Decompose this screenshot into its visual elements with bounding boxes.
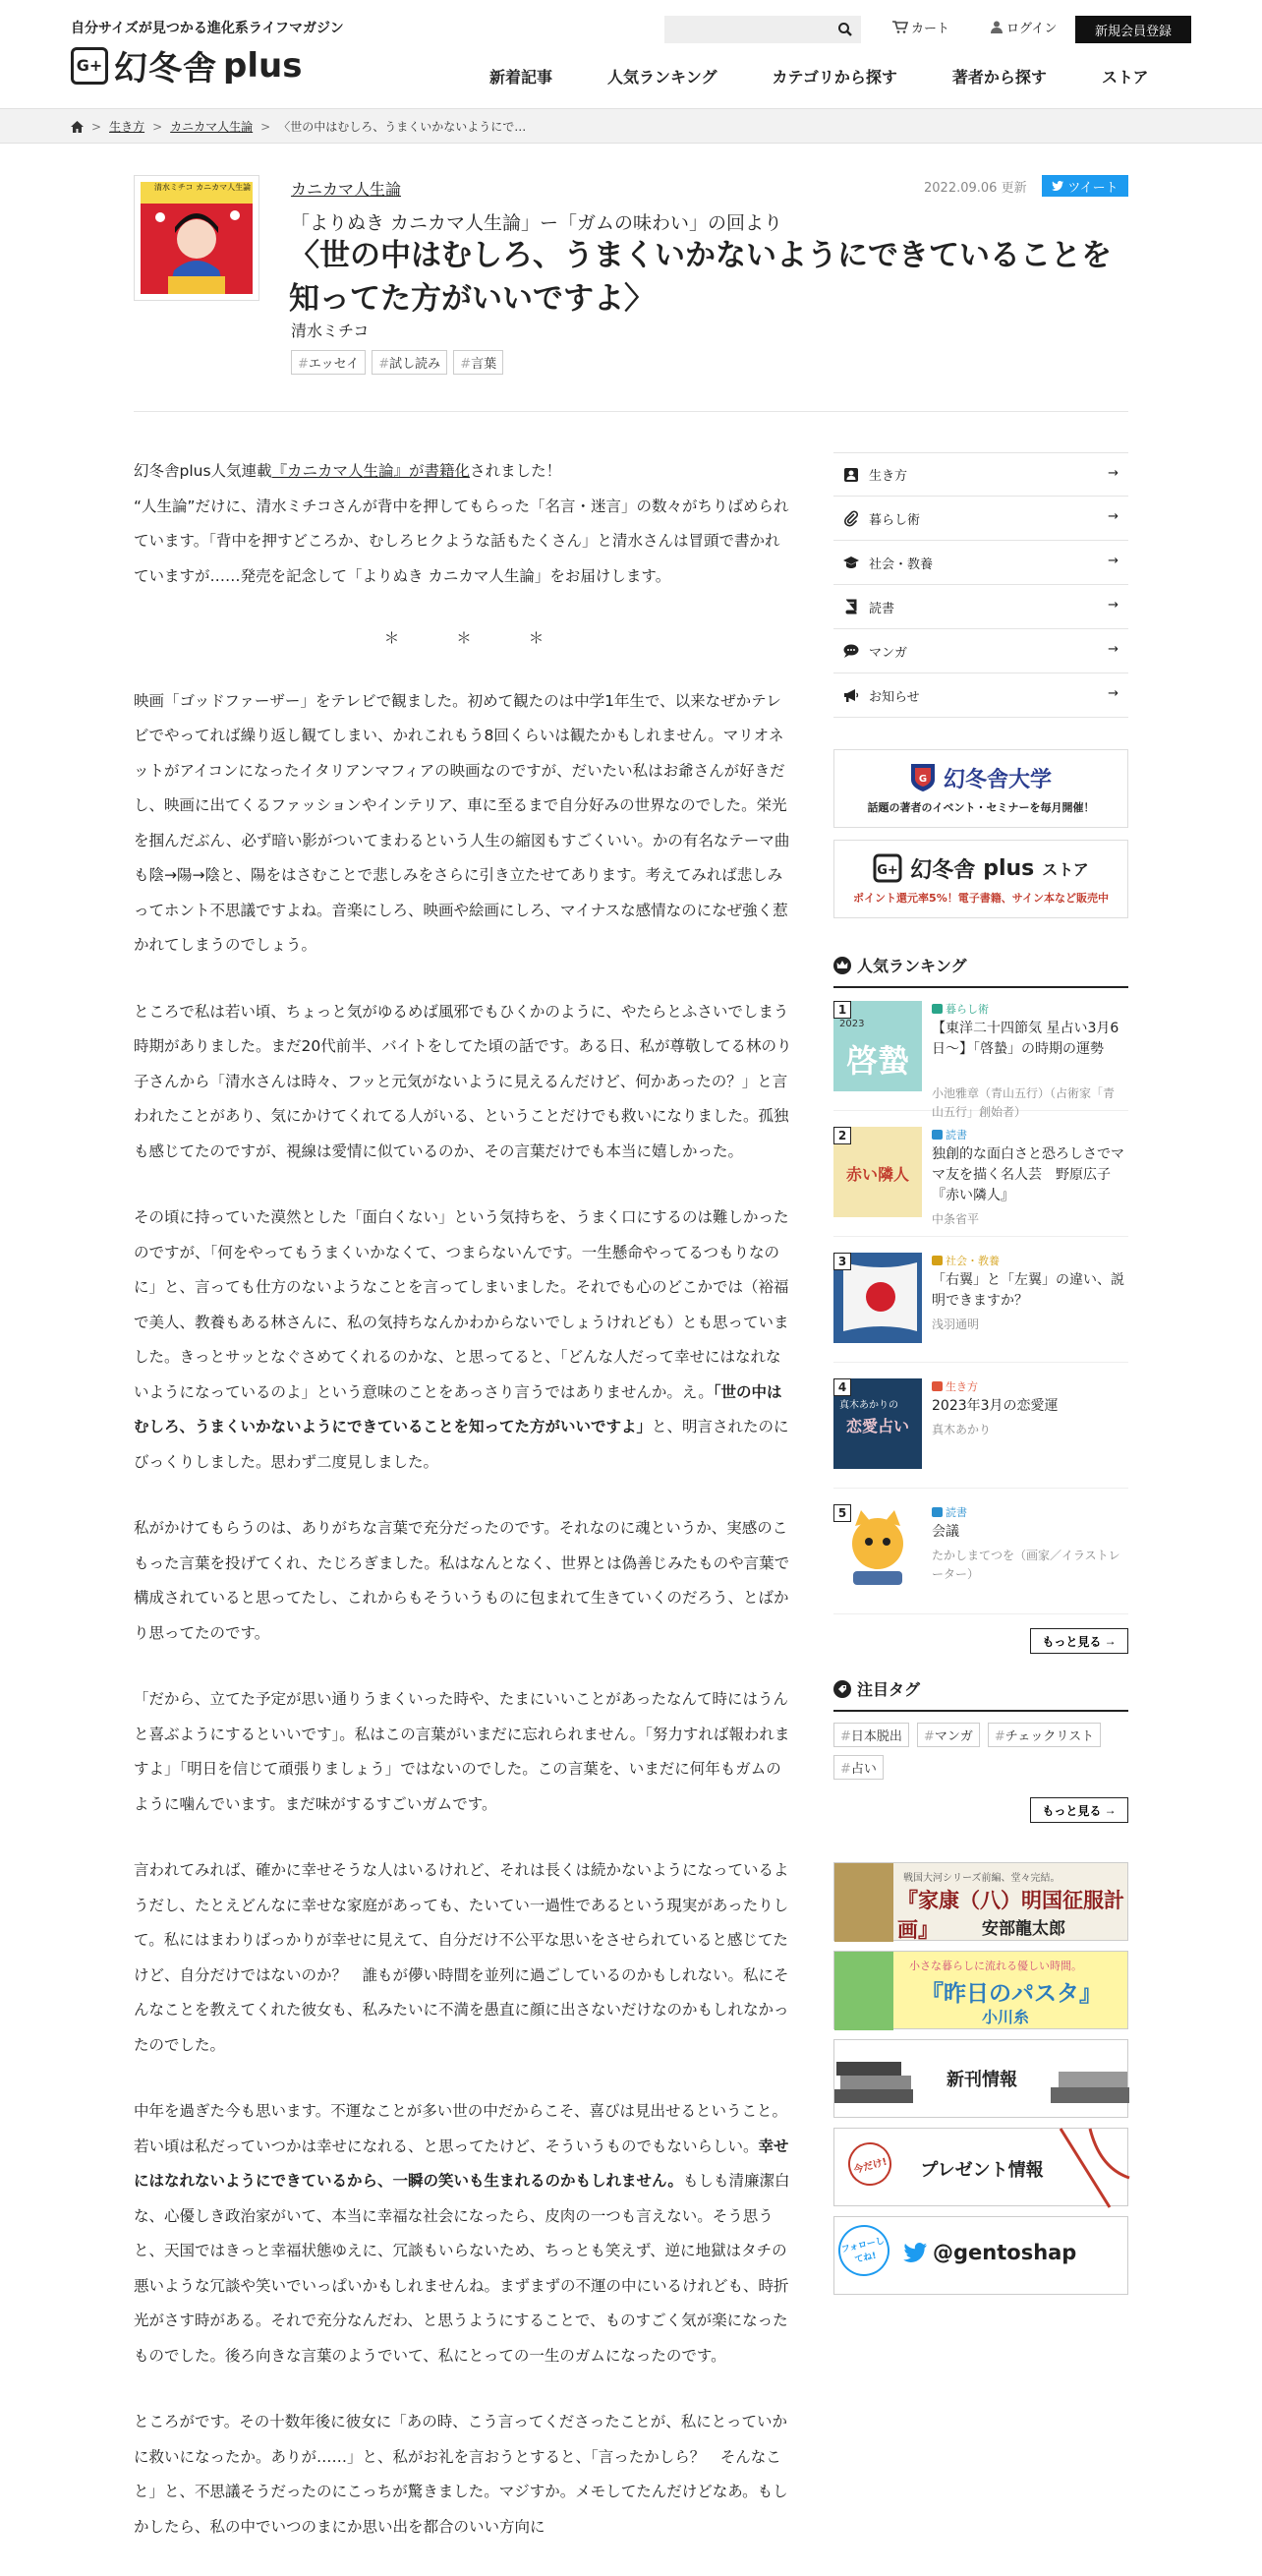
section-break: ＊＊＊ xyxy=(383,629,602,647)
nav-authors[interactable]: 著者から探す xyxy=(951,68,1047,87)
promo-twitter-follow[interactable] xyxy=(833,2216,1128,2295)
banner-store-subtitle: ポイント還元率5%！電子書籍、サイン本など販売中 xyxy=(853,891,1109,905)
category-icon xyxy=(932,1381,943,1391)
promo-badge: フォローしてね! xyxy=(833,2220,894,2281)
promo-pasta[interactable] xyxy=(833,1951,1128,2029)
paragraph: 映画「ゴッドファーザー」をテレビで観ました。初めて観たのは中学1年生で、以来なぜかテレビでやってれば繰り返し観てしまい、かれこれもう8回くらいは観たかもしれません。マリオネットがアイコンになったイタリアンマフィアの映画なのですが、だいたい私はお爺さんが好きだし、映画に出てくるファッションやインテリア、車に至るまで自分好みの世界なのでした。栄光を掴んだぶん、必ず暗い影がついてまわるという人生の縮図もすごくいい。かの有名なテーマ曲も陰→陽→陰と、陽をはさむことで悲しみをさらに引き立たせてあります。考えてみれば悲しみってホント不思議ですよね。音楽にしろ、映画や絵画にしろ、マイナスな感情なのになぜ強く惹かれてしまうのでしょう。 xyxy=(134,691,790,954)
breadcrumb-current: 〈世の中はむしろ、うまくいかないようにで… xyxy=(278,120,527,134)
header-divider xyxy=(134,411,1128,412)
rank-author: たかしまてつを（画家／イラストレーター） xyxy=(932,1549,1120,1581)
featured-tags-heading: 注目タグ xyxy=(833,1677,1128,1712)
rank-title[interactable]: 【東洋二十四節気 星占い3月6日～】「啓蟄」の時期の運勢 xyxy=(932,1021,1119,1057)
tag-icon xyxy=(833,1680,851,1698)
ranking-item[interactable] xyxy=(833,1504,1128,1614)
paragraph: 中年を過ぎた今も思います。不運なことが多い世の中だからこそ、喜びは見出せるということ。若い頃は私だっていつかは幸せになれる、と思ってたけど、そういうものでもないらしい。幸せにはなれないようにできているから、一瞬の笑いも生まれるのかもしれません。もしも清廉潔白な、心優しき政治家がいて、本当に幸福な社会になったら、皮肉の一つも言えない。そう思うと、天国ではきっと幸福状態ゆえに、冗談もいらないため、ちっとも笑えず、逆に地獄はタチの悪いような冗談や笑いでいっぱいかもしれませんね。まずまずの不運の中にいるけれども、時折光がさす時がある。それで充分なんだわ、と思うようにすることで、ものすごく気が楽になったものでした。後ろ向きな言葉のようでいて、私にとっての一生のガムになったのです。 xyxy=(134,2102,790,2365)
book-link[interactable]: 『カニカマ人生論』が書籍化 xyxy=(271,462,471,480)
nav-new-articles[interactable]: 新着記事 xyxy=(489,68,553,87)
ranking-item[interactable] xyxy=(833,1378,1128,1489)
twitter-bird-icon xyxy=(1052,181,1063,191)
ranking-heading: 人気ランキング xyxy=(833,954,1128,988)
thumbnail-caption: 真木あかりの xyxy=(839,1400,898,1411)
book-icon xyxy=(843,599,859,615)
promo-present[interactable] xyxy=(833,2128,1128,2206)
promo-new-releases[interactable] xyxy=(833,2039,1128,2118)
paragraph: 言われてみれば、確かに幸せそうな人はいるけれど、それは長くは続かないようになっているようだし、たとえどんなに幸せな家庭があっても、たいてい一過性であるという現実があったりして。私にはまわりばっかりが幸せに見えて、自分だけ不公平な思いをさせられていると感じてたけど、自分だけではないのか？ 誰もが儚い時間を並列に過ごしているのかもしれない。私にそんなことを教えてくれた彼女も、私みたいに不満を愚直に顔に出さないだけなのかもしれなかったのでした。 xyxy=(134,1861,789,2054)
tweet-label: ツイート xyxy=(1067,179,1119,195)
rank-category[interactable]: 読書 xyxy=(932,1127,967,1142)
nav-store[interactable]: ストア xyxy=(1101,68,1149,87)
ranking-item[interactable] xyxy=(833,1253,1128,1363)
paragraph: その頃に持っていた漠然とした「面白くない」という気持ちを、うまく口にするのは難しかったのですが、「何をやってもうまくいかなくて、つまらないんです。一生懸命やってるつもりなのに」と、言っても仕方のないようなことを言ってしまいました。それでも心のどこかでは（裕福で美人、教養もある林さんに、私の気持ちなんかわからないでしょうけれども）とも思っていました。きっとサッとなぐさめてくれるのかな、と思ってると、「どんな人だって幸せにはなれないようになっているのよ」という意味のことをあっさり言うではありませんか。え。「世の中はむしろ、うまくいかないようにできていることを知ってた方がいいですよ」と、明言されたのにびっくりしました。思わず二度見しました。 xyxy=(134,1208,789,1471)
breadcrumb-item[interactable]: 生き方 xyxy=(109,120,145,134)
thumbnail-caption: 2023 xyxy=(839,1019,865,1029)
store-logo-icon xyxy=(873,853,902,883)
book-cover-title: 清水ミチコ カニカマ人生論 xyxy=(153,183,252,192)
site-tagline: 自分サイズが見つかる進化系ライフマガジン xyxy=(71,21,344,36)
thumbnail-title: 赤い隣人 xyxy=(845,1165,909,1184)
ranking-more-button[interactable]: もっと見る → xyxy=(1030,1628,1128,1654)
article-tag[interactable]: #試し読み xyxy=(372,350,447,375)
article-category-link[interactable]: カニカマ人生論 xyxy=(291,180,402,199)
rank-category[interactable]: 暮らし術 xyxy=(932,1001,989,1017)
article-date: 2022.09.06 更新 xyxy=(924,181,1027,196)
article-author[interactable]: 清水ミチコ xyxy=(291,322,370,340)
category-icon xyxy=(932,1507,943,1517)
paragraph: ところがです。その十数年後に彼女に「あの時、こう言ってくださったことが、私にとっていかに救いになったか。ありが……」と、私がお礼を言おうとすると、「言ったかしら？ そんなこと」と、不思議そうだったのにこっちが驚きました。マジすか。メモしてたんだけどなあ。もしかしたら、私の中でいつのまにか思い出を都合のいい方向に xyxy=(134,2413,788,2536)
rank-category[interactable]: 生き方 xyxy=(932,1378,978,1394)
graduation-cap-icon xyxy=(843,555,859,570)
promo-book-image xyxy=(834,1863,893,1942)
logo-mark: G+ xyxy=(71,47,108,85)
nav-categories[interactable]: カテゴリから探す xyxy=(772,68,897,87)
search-input[interactable] xyxy=(664,16,861,43)
promo-title: @gentoshap xyxy=(933,2241,1077,2264)
promo-badge: 今だけ! xyxy=(843,2137,896,2191)
promo-author: 安部龍太郎 xyxy=(982,1919,1065,1939)
rank-number: 1 xyxy=(833,1001,851,1019)
breadcrumb-separator: > xyxy=(260,119,271,134)
twitter-bird-icon xyxy=(903,2243,927,2262)
promo-caption: 戦国大河シリーズ前編、堂々完結。 xyxy=(903,1873,1061,1884)
rank-title[interactable]: 「右翼」と「左翼」の違い、説明できますか？ xyxy=(932,1272,1124,1309)
featured-tags xyxy=(833,1723,1128,1780)
sidebar-item-oshirase[interactable]: お知らせ → xyxy=(833,673,1128,718)
rank-author: 真木あかり xyxy=(932,1423,992,1436)
article-tags xyxy=(291,350,503,375)
sidebar-item-manga[interactable]: マンガ → xyxy=(833,629,1128,673)
home-icon[interactable] xyxy=(71,121,84,133)
rank-title[interactable]: 2023年3月の恋愛運 xyxy=(932,1398,1059,1414)
main-nav xyxy=(462,65,1176,88)
category-icon xyxy=(932,1004,943,1014)
article-title: 〈世の中はむしろ、うまくいかないようにできていることを知ってた方がいいですよ〉 xyxy=(289,238,1112,317)
emphasis-quote: 幸せにはなれないようにできているから、一瞬の笑いも生まれるのかもしれません。 xyxy=(134,2137,789,2190)
university-crest-icon xyxy=(910,763,936,792)
paperclip-icon xyxy=(843,510,859,526)
speech-bubble-icon xyxy=(843,643,859,659)
sidebar-item-ikikata[interactable]: 生き方 → xyxy=(833,452,1128,497)
paragraph: 私がかけてもらうのは、ありがちな言葉で充分だったのです。それなのに魂というか、実感のこもった言葉を投げてくれ、たじろぎました。私はなんとなく、世界とは偽善じみたものや言葉で構成されていると思ってたし、これからもそういうものに包まれて生きていくのだろう、とばかり思ってたのです。 xyxy=(134,1519,790,1642)
paragraph: ところで私は若い頃、ちょっと気がゆるめば風邪でもひくかのように、やたらとふさいでしまう時期がありました。まだ20代前半、バイトをしてた頃の話です。ある日、私が尊敬してる林のり子さんから「清水さんは時々、フッと元気がないように見えるんだけど、何かあったの？」と言われたことがあり、気にかけてくれてる人がいる、ということだけでも救いになりました。孤独も感じてたのですが、視線は愛情に似ているのか、その言葉だけでも本当に嬉しかった。 xyxy=(134,1002,792,1160)
megaphone-icon xyxy=(843,687,859,703)
rank-category[interactable]: 読書 xyxy=(932,1504,967,1520)
book-cover[interactable] xyxy=(134,175,259,301)
rank-author: 浅羽通明 xyxy=(932,1317,980,1331)
rank-author: 小池雅章（青山五行）（占術家「青山五行」創始者） xyxy=(932,1086,1116,1119)
promo-title: 『家康（八）明国征服計画』 xyxy=(897,1888,1124,1942)
featured-tag[interactable]: #占い xyxy=(833,1755,884,1780)
banner-store-title: 幻冬舎 xyxy=(910,856,976,883)
breadcrumb xyxy=(71,118,526,135)
paragraph: 「だから、立てた予定が思い通りうまくいった時や、たまにいいことがあったなんて時にはうんと喜ぶようにするといいです」。私はこの言葉がいまだに忘れられません。「努力すれば報われますよ」「明日を信じて頑張りましょう」ではないのでした。この言葉を、いまだに何年もガムのように噛んでいます。まだ味がするすごいガムです。 xyxy=(134,1690,790,1813)
user-icon xyxy=(991,21,1003,33)
svg-text:G: G xyxy=(918,774,928,785)
sidebar-categories xyxy=(833,452,1128,718)
ranking-item[interactable] xyxy=(833,1127,1128,1237)
tags-more-button[interactable]: もっと見る → xyxy=(1030,1797,1128,1823)
promo-book-image xyxy=(834,1952,893,2030)
featured-tag[interactable]: #日本脱出 xyxy=(833,1723,909,1747)
rank-category[interactable]: 社会・教養 xyxy=(932,1253,1000,1268)
promo-author: 小川糸 xyxy=(982,2008,1030,2026)
crown-icon xyxy=(833,957,851,974)
logo-text: 幻冬舎 xyxy=(114,49,217,88)
rank-title[interactable]: 独創的な面白さと恐ろしさでママ友を描く名人芸 野原広子『赤い隣人』 xyxy=(932,1146,1124,1203)
breadcrumb-separator: > xyxy=(91,119,102,134)
article-tag[interactable]: #エッセイ xyxy=(291,350,366,375)
promo-title: 新刊情報 xyxy=(946,2070,1017,2090)
login-link[interactable] xyxy=(991,18,1057,36)
category-icon xyxy=(932,1130,943,1140)
breadcrumb-item[interactable]: カニカマ人生論 xyxy=(170,120,254,134)
thumbnail-title: 啓蟄 xyxy=(845,1042,909,1080)
nav-ranking[interactable]: 人気ランキング xyxy=(607,68,717,87)
ranking-item[interactable] xyxy=(833,1001,1128,1119)
promo-title: プレゼント情報 xyxy=(920,2160,1044,2181)
article-intro: 幻冬舎plus人気連載『カニカマ人生論』が書籍化されました！ “人生論”だけに、清水ミチコさんが背中を押してもらった「名言・迷言」の数々がちりばめられています。「背中を押すどころか、むしろヒクような話もたくさん」と清水さんは冒頭で書かれていますが……発売を記念して「よりぬき カニカマ人生論」をお届けします。 xyxy=(134,462,789,585)
register-button[interactable]: 新規会員登録 xyxy=(1075,16,1191,43)
banner-univ-title: 幻冬舎大学 xyxy=(943,766,1052,792)
logo-plus: plus xyxy=(223,45,303,86)
banner-store-suffix: ストア xyxy=(1042,859,1089,879)
thumbnail-title: 恋愛占い xyxy=(845,1417,909,1435)
tweet-button[interactable] xyxy=(1042,175,1128,197)
person-card-icon xyxy=(843,467,859,483)
featured-tag[interactable]: #チェックリスト xyxy=(988,1723,1101,1747)
sidebar-item-dokusho[interactable]: 読書 → xyxy=(833,585,1128,629)
article-tag[interactable]: #言葉 xyxy=(453,350,503,375)
cart-label: カート xyxy=(911,22,950,36)
sidebar-item-shakai[interactable]: 社会・教養 → xyxy=(833,541,1128,585)
login-label: ログイン xyxy=(1006,22,1058,36)
promo-ieyasu[interactable] xyxy=(833,1862,1128,1941)
rank-number: 4 xyxy=(833,1378,851,1396)
featured-tag[interactable]: #マンガ xyxy=(917,1723,980,1747)
rank-number: 2 xyxy=(833,1127,851,1144)
cart-icon xyxy=(892,21,907,33)
rank-number: 3 xyxy=(833,1253,851,1270)
search-icon[interactable] xyxy=(837,22,853,37)
gentosha-university-banner[interactable] xyxy=(833,749,1128,828)
rank-number: 5 xyxy=(833,1504,851,1522)
article-body xyxy=(134,454,794,2576)
rank-title[interactable]: 会議 xyxy=(932,1524,959,1540)
sidebar-item-kurashi[interactable]: 暮らし術 → xyxy=(833,497,1128,541)
banner-store-plus: plus xyxy=(983,855,1035,881)
article-subtitle: 「よりぬき カニカマ人生論」ー「ガムの味わい」の回より xyxy=(291,212,783,234)
category-icon xyxy=(932,1256,943,1265)
cart-link[interactable] xyxy=(892,18,949,36)
promo-title: 『昨日のパスタ』 xyxy=(921,1980,1102,2007)
rank-author: 中条省平 xyxy=(932,1212,980,1226)
breadcrumb-separator: > xyxy=(152,119,163,134)
site-logo[interactable] xyxy=(71,41,302,89)
book-cover-illustration xyxy=(141,182,253,294)
svg-text:G+: G+ xyxy=(877,863,898,878)
banner-univ-subtitle: 話題の著者のイベント・セミナーを毎月開催！ xyxy=(867,800,1095,814)
promo-caption: 小さな暮らしに流れる優しい時間。 xyxy=(909,1960,1082,1972)
emphasis-quote: 「世の中はむしろ、うまくいかないようにできていることを知ってた方がいいですよ」 xyxy=(134,1382,782,1435)
gentosha-store-banner[interactable] xyxy=(833,840,1128,918)
